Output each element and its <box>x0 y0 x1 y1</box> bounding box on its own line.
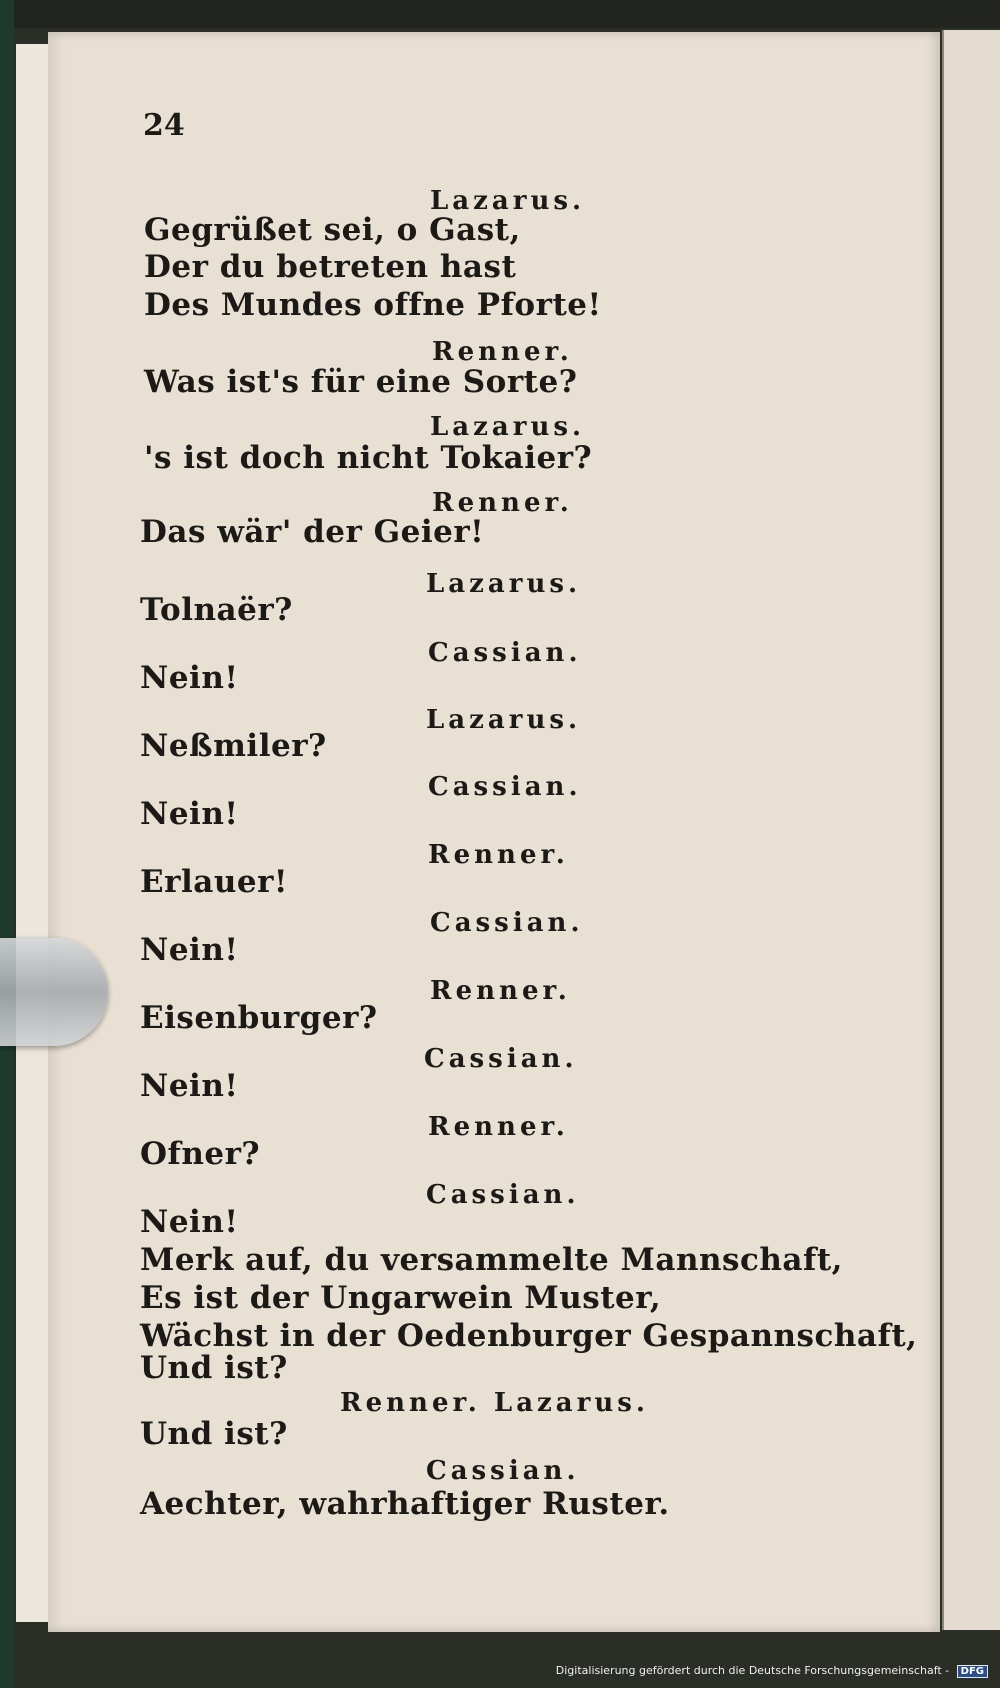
verse-line: Nein! <box>140 1204 239 1240</box>
speaker-name: Cassian. <box>426 1456 580 1486</box>
speaker-name: Cassian. <box>428 638 582 668</box>
verse-line: Das wär' der Geier! <box>140 514 485 550</box>
speaker-name: Lazarus. <box>426 569 582 599</box>
speaker-name: Cassian. <box>430 908 584 938</box>
speaker-name: Cassian. <box>424 1044 578 1074</box>
speaker-name: Renner. <box>430 976 571 1006</box>
facing-page-edge <box>942 30 1000 1630</box>
verse-line: Wächst in der Oedenburger Gespannschaft, <box>140 1318 918 1354</box>
verse-line: Merk auf, du versammelte Mannschaft, <box>140 1242 843 1278</box>
verse-line: Der du betreten hast <box>144 249 517 285</box>
verse-line: Und ist? <box>140 1350 288 1386</box>
speaker-name: Renner. Lazarus. <box>340 1388 649 1418</box>
verse-line: Eisenburger? <box>140 1000 378 1036</box>
verse-line: Neßmiler? <box>140 728 327 764</box>
speaker-name: Renner. <box>432 337 573 367</box>
speaker-name: Lazarus. <box>430 412 586 442</box>
verse-line: Und ist? <box>140 1416 288 1452</box>
verse-line: Nein! <box>140 796 239 832</box>
verse-line: Aechter, wahrhaftiger Ruster. <box>140 1486 670 1522</box>
verse-line: Erlauer! <box>140 864 289 900</box>
credit-text: Digitalisierung gefördert durch die Deutsche Forschungsgemeinschaft - <box>555 1664 950 1677</box>
speaker-name: Lazarus. <box>430 186 586 216</box>
verse-line: Des Mundes offne Pforte! <box>144 287 602 323</box>
speaker-name: Cassian. <box>426 1180 580 1210</box>
scanner-background-left <box>0 0 14 1688</box>
verse-line: Tolnaër? <box>140 592 293 628</box>
scanner-background-top <box>0 0 1000 28</box>
verse-line: Nein! <box>140 660 239 696</box>
verse-line: Was ist's für eine Sorte? <box>144 364 578 400</box>
speaker-name: Cassian. <box>428 772 582 802</box>
verse-line: Gegrüßet sei, o Gast, <box>144 212 521 248</box>
speaker-name: Renner. <box>432 488 573 518</box>
dfg-logo: DFG <box>957 1665 988 1678</box>
verse-line: Nein! <box>140 1068 239 1104</box>
verse-line: Ofner? <box>140 1136 261 1172</box>
verse-line: 's ist doch nicht Tokaier? <box>144 440 593 476</box>
digitization-credit <box>556 1664 988 1678</box>
verse-line: Nein! <box>140 932 239 968</box>
page-clip <box>0 938 108 1046</box>
speaker-name: Lazarus. <box>426 705 582 735</box>
verse-line: Es ist der Ungarwein Muster, <box>140 1280 662 1316</box>
speaker-name: Renner. <box>428 1112 569 1142</box>
speaker-name: Renner. <box>428 840 569 870</box>
page-number: 24 <box>143 108 185 143</box>
